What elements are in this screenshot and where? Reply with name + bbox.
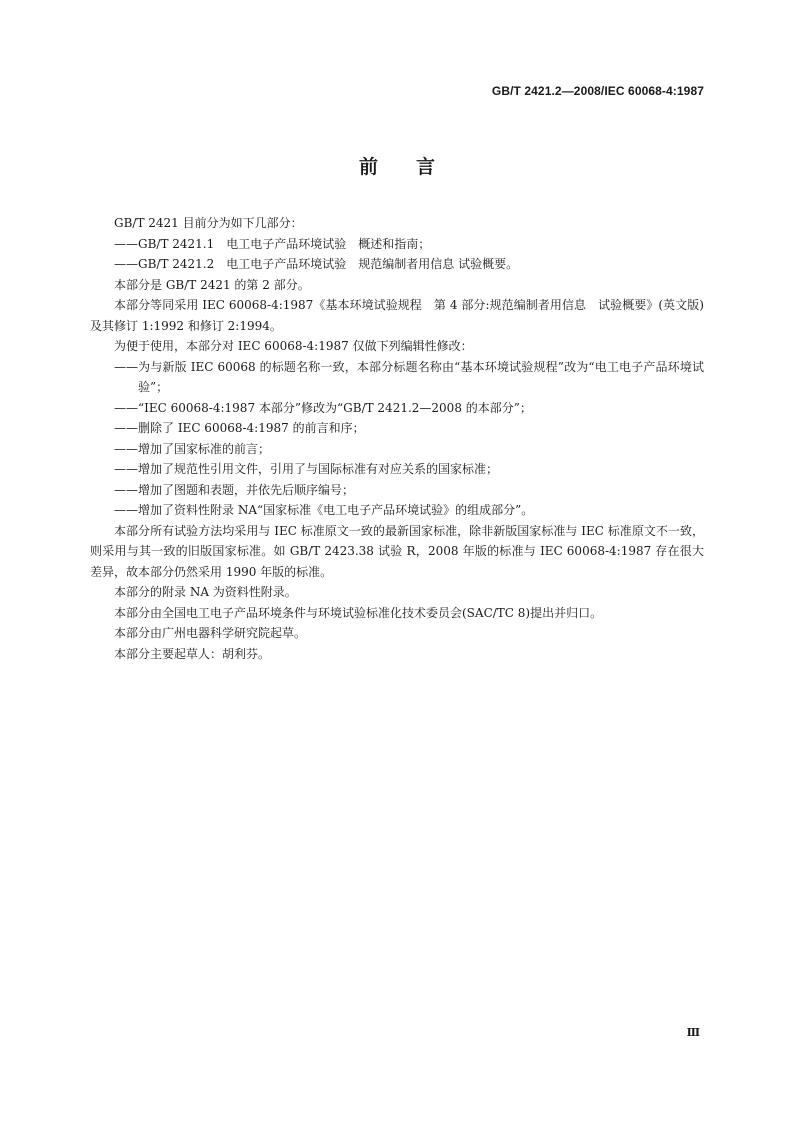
list-item-annex-na: ——增加了资料性附录 NA“国家标准《电工电子产品环境试验》的组成部分”。: [114, 503, 534, 517]
list-item-figure-table-titles: ——增加了图题和表题，并依先后顺序编号；: [114, 482, 355, 497]
paragraph-intro: GB/T 2421 目前分为如下几部分：: [114, 216, 303, 230]
paragraph-test-methods: 本部分所有试验方法均采用与 IEC 标准原文一致的最新国家标准，除非新版国家标准与 IEC 标准原文不一致，则采用与其一致的旧版国家标准。如 GB/T 2423.38 试验 R，2008 年版的标准与 IEC 60068-4:1987 存在很大差异，故本部分仍然采用 1990 年版的标准。: [90, 523, 704, 579]
foreword-body: [90, 213, 704, 664]
list-item-reference-change: ——“IEC 60068-4:1987 本部分”修改为“GB/T 2421.2—2008 的本部分”；: [114, 400, 532, 415]
standard-number-header: GB/T 2421.2—2008/IEC 60068-4:1987: [491, 84, 704, 98]
list-item-part-1: ——GB/T 2421.1 电工电子产品环境试验 概述和指南；: [114, 236, 431, 251]
page-title: 前言: [358, 156, 473, 178]
list-item-added-foreword: ——增加了国家标准的前言；: [114, 441, 271, 456]
list-item-deleted-foreword: ——删除了 IEC 60068-4:1987 的前言和序；: [114, 421, 365, 435]
paragraph-adoption: 本部分等同采用 IEC 60068-4:1987《基本环境试验规程 第 4 部分:规范编制者用信息 试验概要》(英文版)及其修订 1:1992 和修订 2:1994。: [90, 298, 704, 333]
paragraph-proposer: 本部分由全国电工电子产品环境条件与环境试验标准化技术委员会(SAC/TC 8)提出并归口。: [114, 605, 603, 620]
paragraph-drafters: 本部分主要起草人：胡利芬。: [114, 646, 271, 661]
page-number: Ⅲ: [686, 1026, 699, 1039]
list-item-normative-references: ——增加了规范性引用文件，引用了与国际标准有对应关系的国家标准；: [114, 462, 499, 476]
paragraph-part-number: 本部分是 GB/T 2421 的第 2 部分。: [114, 277, 310, 292]
list-item-title-change: ——为与新版 IEC 60068 的标题名称一致，本部分标题名称由“基本环境试验规程”改为“电工电子产品环境试验”；: [114, 359, 704, 394]
list-item-part-2: ——GB/T 2421.2 电工电子产品环境试验 规范编制者用信息 试验概要。: [114, 257, 519, 271]
paragraph-drafting-org: 本部分由广州电器科学研究院起草。: [114, 626, 307, 640]
paragraph-modifications-intro: 为便于使用，本部分对 IEC 60068-4:1987 仅做下列编辑性修改：: [114, 339, 473, 353]
paragraph-annex-informative: 本部分的附录 NA 为资料性附录。: [114, 585, 297, 599]
